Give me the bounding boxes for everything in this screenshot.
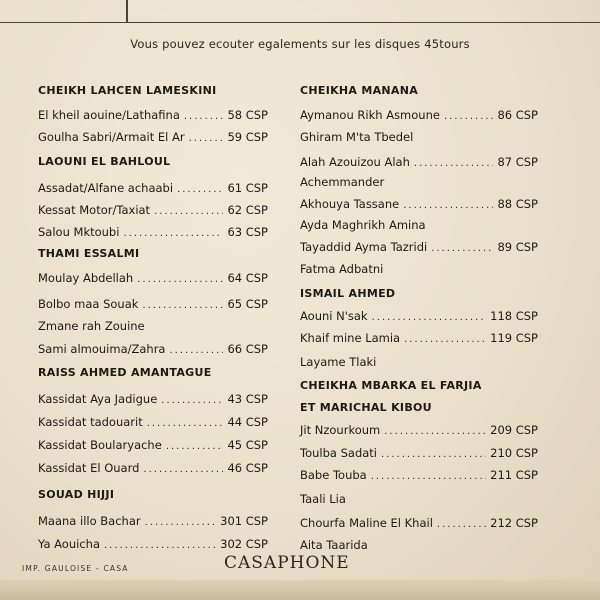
track-row — [38, 514, 268, 528]
track-row — [300, 446, 538, 460]
track-row — [38, 203, 268, 217]
artist-heading: CHEIKHA MANANA — [300, 84, 419, 97]
dot-leader — [414, 158, 494, 169]
track-title: Aita Taarida — [300, 538, 368, 552]
track-row — [300, 155, 538, 169]
dot-leader — [166, 441, 224, 452]
artist-heading: CHEIKH LAHCEN LAMESKINI — [38, 84, 217, 97]
track-title: Tayaddid Ayma Tazridi — [300, 240, 428, 254]
track-row — [38, 130, 268, 144]
track-title: Ayda Maghrikh Amina — [300, 218, 426, 232]
track-row — [300, 309, 538, 323]
catalog-number: 118 CSP — [490, 309, 538, 323]
dot-leader — [137, 274, 223, 285]
catalog-number: 66 CSP — [227, 342, 268, 356]
artist-heading: THAMI ESSALMI — [38, 247, 140, 260]
track-row — [300, 355, 538, 369]
track-row — [300, 423, 538, 437]
track-title: Kassidat tadouarit — [38, 415, 143, 429]
catalog-number: 86 CSP — [497, 108, 538, 122]
label-brand: CASAPHONE — [224, 553, 350, 573]
catalog-number: 62 CSP — [227, 203, 268, 217]
catalog-number: 210 CSP — [490, 446, 538, 460]
track-title: Assadat/Alfane achaabi — [38, 181, 174, 195]
catalog-number: 89 CSP — [497, 240, 538, 254]
dot-leader — [177, 184, 223, 195]
track-title: Maana illo Bachar — [38, 514, 141, 528]
track-title: Aymanou Rikh Asmoune — [300, 108, 440, 122]
catalog-number: 58 CSP — [227, 108, 268, 122]
track-title: Aouni N'sak — [300, 309, 368, 323]
track-title: Salou Mktoubi — [38, 225, 120, 239]
track-row — [300, 331, 538, 345]
catalog-number: 45 CSP — [227, 438, 268, 452]
track-title: Kessat Motor/Taxiat — [38, 203, 151, 217]
catalog-number: 65 CSP — [227, 297, 268, 311]
catalog-number: 64 CSP — [227, 271, 268, 285]
track-row — [300, 516, 538, 530]
track-row — [300, 130, 538, 144]
artist-heading: ET MARICHAL KIBOU — [300, 401, 432, 414]
dot-leader — [404, 334, 486, 345]
printer-imprint: IMP. GAULOISE - CASA — [22, 564, 129, 573]
catalog-number: 87 CSP — [497, 155, 538, 169]
track-row — [38, 181, 268, 195]
track-title: Achemmander — [300, 175, 385, 189]
catalog-number: 119 CSP — [490, 331, 538, 345]
track-row — [300, 492, 538, 506]
dot-leader — [189, 133, 224, 144]
track-row — [300, 108, 538, 122]
catalog-number: 59 CSP — [227, 130, 268, 144]
top-border-tick — [126, 0, 128, 22]
track-title: Chourfa Maline El Khail — [300, 516, 433, 530]
track-row — [300, 240, 538, 254]
catalog-number: 44 CSP — [227, 415, 268, 429]
artist-heading: CHEIKHA MBARKA EL FARJIA — [300, 379, 482, 392]
track-row — [300, 197, 538, 211]
track-title: Akhouya Tassane — [300, 197, 400, 211]
track-row — [38, 342, 268, 356]
track-title: Sami almouima/Zahra — [38, 342, 166, 356]
track-title: Taali Lia — [300, 492, 346, 506]
catalog-number: 302 CSP — [220, 537, 268, 551]
dot-leader — [372, 312, 487, 323]
catalog-number: 61 CSP — [227, 181, 268, 195]
track-row — [300, 218, 538, 232]
dot-leader — [142, 300, 223, 311]
track-title: Jit Nzourkoum — [300, 423, 381, 437]
dot-leader — [145, 517, 217, 528]
track-row — [38, 461, 268, 475]
catalog-number: 63 CSP — [227, 225, 268, 239]
dot-leader — [154, 206, 223, 217]
dot-leader — [161, 395, 223, 406]
track-row — [300, 468, 538, 482]
dot-leader — [169, 345, 223, 356]
dot-leader — [104, 540, 216, 551]
track-title: Babe Touba — [300, 468, 367, 482]
dot-leader — [384, 426, 486, 437]
track-row — [38, 225, 268, 239]
artist-heading: RAISS AHMED AMANTAGUE — [38, 366, 212, 379]
dot-leader — [444, 111, 493, 122]
bottom-edge — [0, 580, 600, 600]
track-row — [38, 271, 268, 285]
track-title: Kassidat Aya Jadigue — [38, 392, 158, 406]
catalog-number: 43 CSP — [227, 392, 268, 406]
track-row — [38, 537, 268, 551]
track-title: Layame Tlaki — [300, 355, 377, 369]
artist-heading: LAOUNI EL BAHLOUL — [38, 155, 171, 168]
track-row — [38, 297, 268, 311]
catalog-number: 301 CSP — [220, 514, 268, 528]
page-header: Vous pouvez ecouter egalements sur les disques 45tours — [130, 37, 470, 51]
dot-leader — [123, 228, 223, 239]
track-title: Zmane rah Zouine — [38, 319, 145, 333]
dot-leader — [371, 471, 486, 482]
track-title: Toulba Sadati — [300, 446, 377, 460]
track-title: Bolbo maa Souak — [38, 297, 139, 311]
track-title: Ya Aouicha — [38, 537, 100, 551]
dot-leader — [381, 449, 486, 460]
catalog-number: 46 CSP — [227, 461, 268, 475]
track-title: Goulha Sabri/Armait El Ar — [38, 130, 185, 144]
dot-leader — [437, 519, 486, 530]
track-row — [38, 108, 268, 122]
track-title: Alah Azouizou Alah — [300, 155, 410, 169]
catalog-number: 88 CSP — [497, 197, 538, 211]
catalog-number: 209 CSP — [490, 423, 538, 437]
track-title: Kassidat El Ouard — [38, 461, 140, 475]
track-row — [300, 262, 538, 276]
track-title: Khaif mine Lamia — [300, 331, 401, 345]
top-border — [0, 0, 600, 23]
track-title: Fatma Adbatni — [300, 262, 384, 276]
track-title: Ghiram M'ta Tbedel — [300, 130, 414, 144]
dot-leader — [147, 418, 224, 429]
track-row — [38, 392, 268, 406]
track-row — [38, 319, 268, 333]
artist-heading: ISMAIL AHMED — [300, 287, 396, 300]
track-row — [300, 538, 538, 552]
track-title: Kassidat Boularyache — [38, 438, 162, 452]
dot-leader — [431, 243, 493, 254]
track-title: El kheil aouine/Lathafina — [38, 108, 180, 122]
catalog-number: 212 CSP — [490, 516, 538, 530]
track-title: Moulay Abdellah — [38, 271, 134, 285]
artist-heading: SOUAD HIJJI — [38, 488, 115, 501]
catalog-number: 211 CSP — [490, 468, 538, 482]
track-row — [38, 438, 268, 452]
dot-leader — [143, 464, 223, 475]
track-row — [38, 415, 268, 429]
dot-leader — [184, 111, 224, 122]
dot-leader — [403, 200, 493, 211]
track-row — [300, 175, 538, 189]
